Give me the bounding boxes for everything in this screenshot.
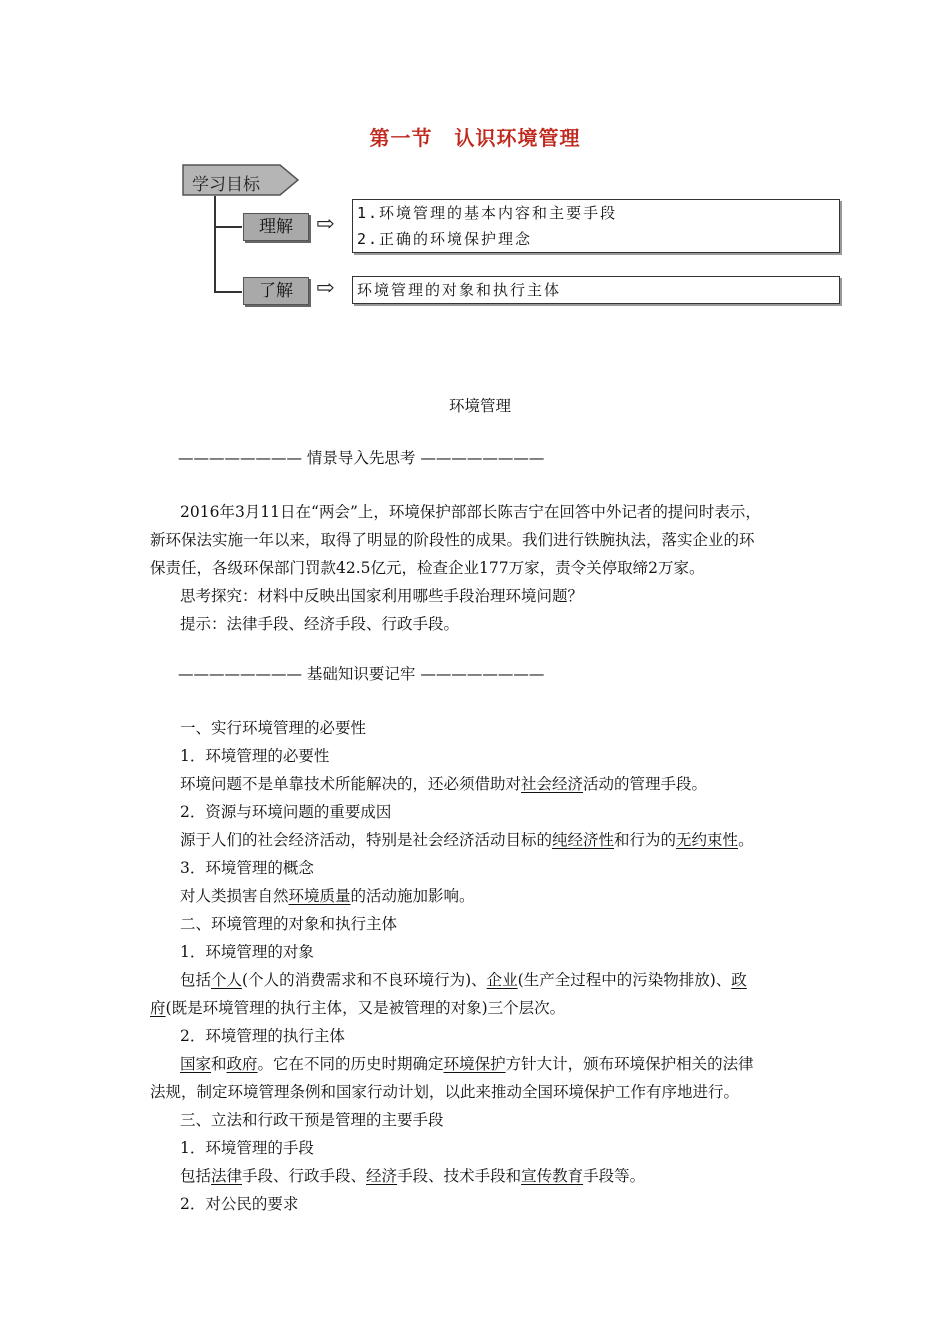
blank-answer: 环境保护 xyxy=(443,1055,506,1073)
blank-answer: 法律 xyxy=(211,1167,243,1185)
section-heading: 环境管理 xyxy=(448,397,511,415)
intro-line-1: 2016年3月11日在“两会”上，环境保护部部长陈吉宁在回答中外记者的提问时表示， xyxy=(180,503,761,521)
intro-line-2: 新环保法实施一年以来，取得了明显的阶段性的成果。我们进行铁腕执法，落实企业的环 xyxy=(150,531,755,549)
know-items-box xyxy=(352,276,840,304)
understand-items-box xyxy=(352,199,840,253)
text-s1-1: 环境问题不是单靠技术所能解决的，还必须借助对社会经济活动的管理手段。 xyxy=(180,775,708,793)
text-s2-1-line2: 府(既是环境管理的执行主体，又是被管理的对象)三个层次。 xyxy=(150,999,566,1017)
text-s1-2: 源于人们的社会经济活动，特别是社会经济活动目标的纯经济性和行为的无约束性。 xyxy=(180,831,754,849)
intro-hint: 提示：法律手段、经济手段、行政手段。 xyxy=(180,615,460,633)
text-s2-1-line1: 包括个人(个人的消费需求和不良环境行为)、企业(生产全过程中的污染物排放)、政 xyxy=(180,971,747,989)
blank-answer: 纯经济性 xyxy=(552,831,615,849)
tree-branch-know xyxy=(214,291,242,293)
heading-s1-1: 1．环境管理的必要性 xyxy=(180,747,330,765)
page-title xyxy=(0,122,950,151)
heading-s3-2: 2．对公民的要求 xyxy=(180,1195,299,1213)
main-content xyxy=(150,392,810,1218)
text-s2-2-line1: 国家和政府。它在不同的历史时期确定环境保护方针大计，颁布环境保护相关的法律 xyxy=(180,1055,754,1073)
understand-item-2: 2.正确的环境保护理念 xyxy=(357,230,533,248)
divider-scenario: ———————— 情景导入先思考 ———————— xyxy=(178,449,545,467)
heading-s2-2: 2．环境管理的执行主体 xyxy=(180,1027,345,1045)
understand-arrow-icon: ⇨ xyxy=(316,212,335,237)
objectives-tag-label: 学习目标 xyxy=(192,175,260,195)
heading-s2-1: 1．环境管理的对象 xyxy=(180,943,314,961)
intro-question: 思考探究：材料中反映出国家利用哪些手段治理环境问题？ xyxy=(180,587,584,605)
blank-answer: 社会经济 xyxy=(521,775,584,793)
divider-basics: ———————— 基础知识要记牢 ———————— xyxy=(178,665,545,683)
blank-answer: 国家 xyxy=(180,1055,212,1073)
tree-branch-understand xyxy=(214,226,242,228)
blank-answer: 环境质量 xyxy=(288,887,351,905)
intro-line-3: 保责任，各级环保部门罚款42.5亿元，检查企业177万家，责令关停取缔2万家。 xyxy=(150,559,705,577)
tree-vertical-line xyxy=(214,196,216,292)
objectives-tag xyxy=(182,164,300,196)
know-label-box: 了解 xyxy=(243,277,309,305)
blank-answer: 府 xyxy=(150,999,166,1017)
know-item-1: 环境管理的对象和执行主体 xyxy=(357,281,562,299)
heading-s2: 二、环境管理的对象和执行主体 xyxy=(180,915,398,933)
understand-item-1: 1.环境管理的基本内容和主要手段 xyxy=(357,204,618,222)
heading-s1-2: 2．资源与环境问题的重要成因 xyxy=(180,803,392,821)
blank-answer: 企业 xyxy=(486,971,518,989)
blank-answer: 个人 xyxy=(211,971,243,989)
know-arrow-icon: ⇨ xyxy=(316,276,335,301)
blank-answer: 无约束性 xyxy=(676,831,739,849)
title-section-number: 第一节 xyxy=(369,126,433,150)
blank-answer: 经济 xyxy=(366,1167,398,1185)
text-s3-1: 包括法律手段、行政手段、经济手段、技术手段和宣传教育手段等。 xyxy=(180,1167,646,1185)
heading-s1-3: 3．环境管理的概念 xyxy=(180,859,314,877)
heading-s1: 一、实行环境管理的必要性 xyxy=(180,719,367,737)
heading-s3: 三、立法和行政干预是管理的主要手段 xyxy=(180,1111,444,1129)
blank-answer: 政 xyxy=(731,971,747,989)
understand-label-box: 理解 xyxy=(243,213,309,241)
text-s2-2-line2: 法规，制定环境管理条例和国家行动计划，以此来推动全国环境保护工作有序地进行。 xyxy=(150,1083,740,1101)
heading-s3-1: 1．环境管理的手段 xyxy=(180,1139,314,1157)
title-text: 认识环境管理 xyxy=(454,126,581,150)
text-s1-3: 对人类损害自然环境质量的活动施加影响。 xyxy=(180,887,475,905)
blank-answer: 宣传教育 xyxy=(521,1167,584,1185)
blank-answer: 政府 xyxy=(226,1055,258,1073)
